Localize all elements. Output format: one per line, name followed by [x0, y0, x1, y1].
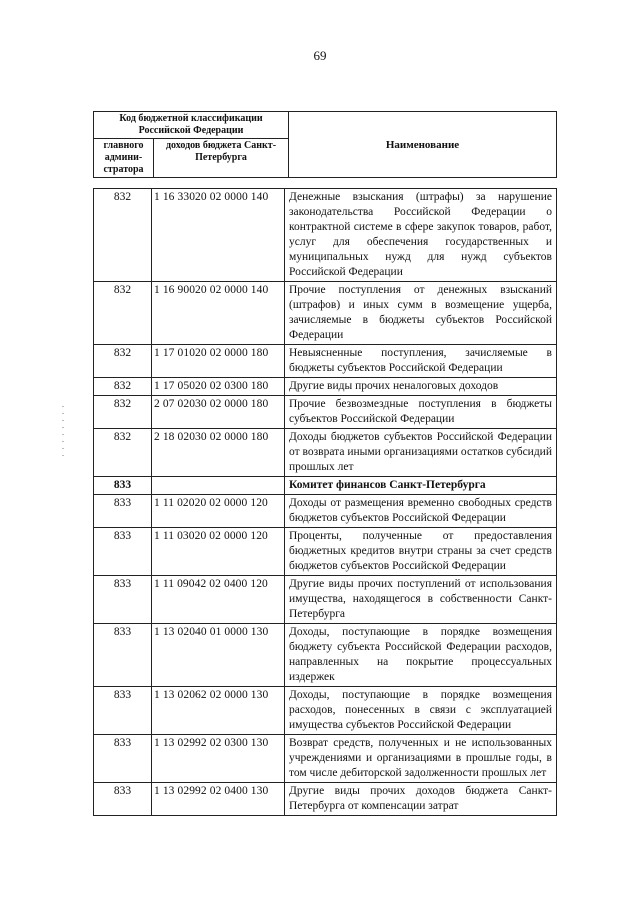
admin-code-cell: 833	[94, 783, 152, 816]
revenue-code-cell: 1 13 02040 01 0000 130	[152, 624, 285, 687]
admin-code-cell: 832	[94, 345, 152, 378]
name-cell: Прочие поступления от денежных взысканий (штрафов) и иных сумм в возмещение ущерба, зачисляемые в бюджеты субъектов Российской Федерации	[285, 282, 557, 345]
name-cell: Другие виды прочих доходов бюджета Санкт-Петербурга от компенсации затрат	[285, 783, 557, 816]
name-cell: Другие виды прочих неналоговых доходов	[285, 378, 557, 396]
admin-code-cell: 833	[94, 528, 152, 576]
revenue-code-cell: 1 17 01020 02 0000 180	[152, 345, 285, 378]
admin-code-cell: 833	[94, 576, 152, 624]
table-row	[94, 735, 557, 783]
name-cell: Доходы, поступающие в порядке возмещения расходов, понесенных в связи с эксплуатацией имущества субъектов Российской Федерации	[285, 687, 557, 735]
admin-code-cell: 833	[94, 687, 152, 735]
name-cell: Прочие безвозмездные поступления в бюджеты субъектов Российской Федерации	[285, 396, 557, 429]
name-cell: Комитет финансов Санкт-Петербурга	[285, 477, 557, 495]
name-cell: Доходы бюджетов субъектов Российской Федерации от возврата иными организациями остатков субсидий прошлых лет	[285, 429, 557, 477]
admin-code-cell: 833	[94, 735, 152, 783]
admin-code-cell: 833	[94, 477, 152, 495]
table-row	[94, 783, 557, 816]
name-cell: Возврат средств, полученных и не использованных учреждениями и организациями в прошлые годы, в том числе дебиторской задолженности прошлых лет	[285, 735, 557, 783]
revenue-code-cell: 1 16 33020 02 0000 140	[152, 189, 285, 282]
revenue-code-cell: 1 16 90020 02 0000 140	[152, 282, 285, 345]
revenue-code-cell: 1 11 03020 02 0000 120	[152, 528, 285, 576]
revenue-code-cell: 1 13 02062 02 0000 130	[152, 687, 285, 735]
name-cell: Доходы от размещения временно свободных средств бюджетов субъектов Российской Федерации	[285, 495, 557, 528]
table-row	[94, 477, 557, 495]
code-group-header: Код бюджетной классификации Российской Федерации	[94, 112, 289, 139]
table-row	[94, 345, 557, 378]
scan-artifact	[62, 400, 68, 540]
name-cell: Другие виды прочих поступлений от использования имущества, находящегося в собственности Санкт-Петербурга	[285, 576, 557, 624]
admin-column-header: главного админи-стратора	[94, 139, 154, 178]
table-row	[94, 396, 557, 429]
revenue-code-cell: 1 11 02020 02 0000 120	[152, 495, 285, 528]
revenue-code-cell: 2 18 02030 02 0000 180	[152, 429, 285, 477]
admin-code-cell: 832	[94, 396, 152, 429]
revenue-code-cell: 2 07 02030 02 0000 180	[152, 396, 285, 429]
admin-code-cell: 832	[94, 429, 152, 477]
table-row	[94, 528, 557, 576]
name-cell: Доходы, поступающие в порядке возмещения бюджету субъекта Российской Федерации расходов, направленных на покрытие процессуальных издержек	[285, 624, 557, 687]
table-row	[94, 576, 557, 624]
revenue-code-cell: 1 11 09042 02 0400 120	[152, 576, 285, 624]
admin-code-cell: 832	[94, 282, 152, 345]
table-row	[94, 429, 557, 477]
revenue-code-cell	[152, 477, 285, 495]
page-number: 69	[313, 48, 327, 63]
admin-code-cell: 833	[94, 495, 152, 528]
table-row	[94, 378, 557, 396]
admin-code-cell: 832	[94, 189, 152, 282]
table-row	[94, 687, 557, 735]
table-row	[94, 282, 557, 345]
name-cell: Денежные взыскания (штрафы) за нарушение законодательства Российской Федерации о контрактной системе в сфере закупок товаров, работ, услуг для обеспечения государственных и муниципальных нужд для нужд субъектов Российской Федерации	[285, 189, 557, 282]
table-row	[94, 624, 557, 687]
table-body	[94, 189, 557, 816]
revenue-column-header: доходов бюджета Санкт-Петербурга	[154, 139, 289, 178]
revenue-code-cell: 1 17 05020 02 0300 180	[152, 378, 285, 396]
revenue-code-cell: 1 13 02992 02 0400 130	[152, 783, 285, 816]
table-row	[94, 495, 557, 528]
name-column-header: Наименование	[289, 112, 557, 178]
table-header	[93, 111, 557, 178]
admin-code-cell: 832	[94, 378, 152, 396]
name-cell: Проценты, полученные от предоставления бюджетных кредитов внутри страны за счет средств бюджетов субъектов Российской Федерации	[285, 528, 557, 576]
name-cell: Невыясненные поступления, зачисляемые в бюджеты субъектов Российской Федерации	[285, 345, 557, 378]
classification-table	[93, 188, 557, 816]
table-row	[94, 189, 557, 282]
admin-code-cell: 833	[94, 624, 152, 687]
revenue-code-cell: 1 13 02992 02 0300 130	[152, 735, 285, 783]
